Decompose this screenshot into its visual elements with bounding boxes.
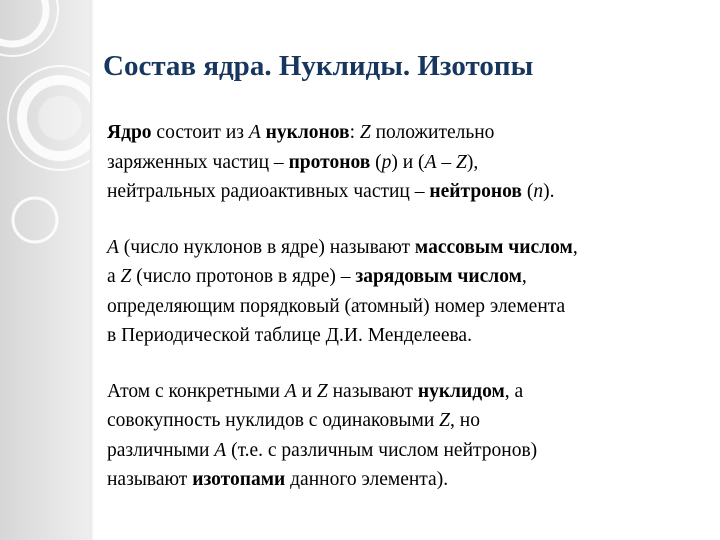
bold-term: протонов (288, 151, 371, 173)
text-line (107, 465, 687, 495)
text-segment: Атом с конкретными (107, 380, 285, 402)
bold-term: нуклидом (417, 380, 505, 402)
text-segment: определяющим порядковый (атомный) номер элемента (107, 295, 566, 317)
paragraph-1 (107, 118, 687, 207)
text-segment: (т.е. с различным числом нейтронов) (226, 439, 538, 461)
text-segment: различными (107, 439, 215, 461)
text-segment: (число протонов в ядре) – (131, 266, 356, 287)
italic-symbol: A (107, 236, 119, 258)
text-segment: ( (521, 181, 534, 202)
text-segment: называют (107, 469, 193, 490)
italic-symbol: Z (455, 151, 467, 173)
text-segment: положительно (370, 122, 495, 143)
text-segment: нейтральных радиоактивных частиц – (107, 181, 430, 202)
text-line (107, 321, 687, 351)
sidebar-shadow (90, 0, 94, 540)
bold-term: нуклонов (265, 122, 350, 143)
italic-symbol: n (533, 181, 544, 202)
italic-symbol: A (248, 122, 261, 143)
text-segment: ( (370, 151, 382, 173)
text-line (107, 406, 687, 436)
text-line (107, 262, 687, 292)
bold-term: массовым числом (414, 236, 573, 258)
text-segment: : (349, 122, 360, 143)
text-segment: в Периодической таблице Д.И. Менделеева. (107, 325, 472, 346)
italic-symbol: Z (439, 410, 451, 431)
text-segment: заряженных частиц – (107, 151, 289, 173)
bold-term: Ядро (107, 122, 152, 143)
text-line (107, 148, 687, 178)
text-segment: ) и ( (391, 151, 425, 173)
text-line (107, 233, 687, 263)
bold-term: изотопами (192, 469, 286, 490)
text-segment: и (296, 380, 317, 402)
decorative-sidebar (0, 0, 90, 540)
italic-symbol: A (284, 380, 297, 402)
text-segment: данного элемента). (285, 469, 449, 490)
text-line (107, 292, 687, 322)
text-segment: – (436, 151, 456, 173)
text-line (107, 118, 687, 148)
italic-symbol: Z (359, 122, 371, 143)
text-segment: , а (504, 380, 524, 402)
italic-symbol: Z (316, 380, 328, 402)
text-segment: , (521, 266, 527, 287)
italic-symbol: p (381, 151, 392, 173)
italic-symbol: A (214, 439, 227, 461)
decorative-circles-graphic (0, 0, 90, 540)
italic-symbol: A (424, 151, 437, 173)
text-line (107, 177, 687, 207)
text-segment: ). (543, 181, 555, 202)
paragraph-2 (107, 233, 687, 351)
text-segment: совокупность нуклидов с одинаковыми (107, 410, 440, 431)
text-segment: , (572, 236, 578, 258)
text-segment: (число нуклонов в ядре) называют (118, 236, 415, 258)
text-line (107, 436, 687, 466)
slide-body (107, 118, 687, 521)
paragraph-3 (107, 377, 687, 495)
text-line (107, 377, 687, 407)
bold-term: зарядовым числом (355, 266, 522, 287)
text-segment: ), (466, 151, 479, 173)
bold-term: нейтронов (429, 181, 522, 202)
text-segment: состоит из (151, 122, 249, 143)
slide-title: Состав ядра. Нуклиды. Изотопы (103, 50, 534, 82)
text-segment: называют (327, 380, 418, 402)
italic-symbol: Z (120, 266, 132, 287)
text-segment: а (107, 266, 121, 287)
text-segment: , но (450, 410, 480, 431)
